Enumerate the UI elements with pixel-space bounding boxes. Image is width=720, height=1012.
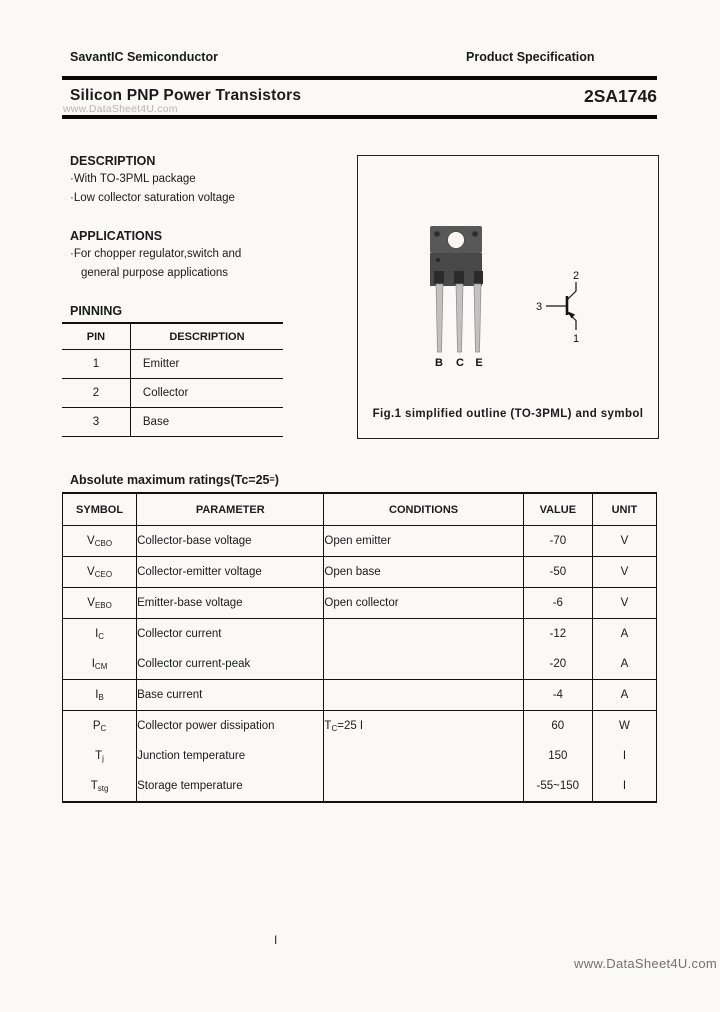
rating-row-tstg (63, 771, 657, 802)
description-item: ·Low collector saturation voltage (70, 192, 235, 204)
value-cell: -70 (523, 526, 592, 557)
degree-glyph: ≡ (269, 474, 275, 484)
symbol-cell: $I_{CM}$ (63, 649, 137, 680)
rating-row-vcbo (63, 526, 657, 557)
symbol-cell: $P_C$ (63, 711, 137, 742)
conditions-cell: Open collector (324, 588, 523, 619)
conditions-cell: Open emitter (324, 526, 523, 557)
pin-description: Base (130, 408, 283, 437)
watermark-top: www.DataSheet4U.com (63, 103, 178, 115)
symbol-cell: $I_B$ (63, 680, 137, 711)
header-rule-top (62, 76, 657, 80)
symbol-pin-1-label: 1 (573, 333, 580, 345)
watermark-bottom: www.DataSheet4U.com (574, 956, 717, 971)
value-cell: -4 (523, 680, 592, 711)
pin-column-header: PIN (62, 323, 130, 350)
figure-box (357, 155, 659, 439)
pin-number: 3 (62, 408, 130, 437)
header-rule-bottom (62, 115, 657, 119)
description-heading: DESCRIPTION (70, 154, 156, 168)
rating-row-vebo (63, 588, 657, 619)
pin-number: 2 (62, 379, 130, 408)
symbol-cell: $T_{stg}$ (63, 771, 137, 802)
package-outline (430, 226, 483, 352)
value-cell: -55~150 (523, 771, 592, 802)
unit-cell: A (592, 680, 656, 711)
applications-line: general purpose applications (81, 267, 229, 279)
pinning-table (62, 322, 283, 437)
parameter-cell: Junction temperature (137, 741, 324, 771)
document-type: Product Specification (466, 50, 595, 64)
symbol-cell: $T_j$ (63, 741, 137, 771)
value-cell: -6 (523, 588, 592, 619)
unit-cell: I (622, 750, 627, 762)
conditions-cell (324, 680, 523, 711)
ratings-header-row (63, 493, 657, 526)
lead-label-e: E (475, 357, 483, 369)
unit-cell: A (620, 628, 629, 640)
page-number: I (274, 933, 278, 947)
pinning-heading: PINNING (70, 304, 123, 318)
pin-number: 1 (62, 350, 130, 379)
part-number: 2SA1746 (584, 86, 657, 106)
applications-line: ·For chopper regulator,switch and (70, 248, 242, 260)
parameter-cell: Collector-emitter voltage (137, 557, 324, 588)
applications-heading: APPLICATIONS (70, 229, 163, 243)
description-item: ·With TO-3PML package (70, 173, 196, 185)
conditions-cell: $T_C=25$ I (324, 711, 523, 742)
lead-label-b: B (435, 357, 443, 369)
value-cell: -50 (523, 557, 592, 588)
parameter-cell: Collector-base voltage (137, 526, 324, 557)
conditions-header: CONDITIONS (324, 493, 523, 526)
symbol-pin-3-label: 3 (536, 301, 543, 313)
pinning-row (62, 408, 283, 437)
rating-row-ic (63, 619, 657, 650)
symbol-cell: $I_C$ (63, 619, 137, 650)
rating-row-vceo (63, 557, 657, 588)
conditions-cell (324, 741, 523, 771)
parameter-cell: Collector current-peak (137, 649, 324, 680)
pinning-row (62, 350, 283, 379)
parameter-header: PARAMETER (137, 493, 324, 526)
parameter-cell: Emitter-base voltage (137, 588, 324, 619)
vendor-name: SavantIC Semiconductor (70, 50, 218, 64)
figure-caption: Fig.1 simplified outline (TO-3PML) and symbol (372, 408, 644, 420)
parameter-cell: Collector current (137, 619, 324, 650)
rating-row-ib (63, 680, 657, 711)
parameter-cell: Base current (137, 680, 324, 711)
unit-cell: V (592, 588, 656, 619)
value-cell: 150 (523, 741, 592, 771)
pnp-symbol (546, 282, 576, 330)
unit-cell: A (592, 649, 656, 680)
conditions-cell (324, 619, 523, 650)
ratings-title: Absolute maximum ratings(Tc=25≡) (70, 473, 279, 487)
value-header: VALUE (523, 493, 592, 526)
parameter-cell: Collector power dissipation (137, 711, 324, 742)
page-title: Silicon PNP Power Transistors (70, 87, 302, 104)
conditions-cell (324, 771, 523, 802)
unit-cell: I (622, 780, 627, 792)
pinning-row (62, 379, 283, 408)
value-cell: -12 (523, 619, 592, 650)
pin-desc-column-header: DESCRIPTION (130, 323, 283, 350)
rating-row-tj (63, 741, 657, 771)
value-cell: 60 (523, 711, 592, 742)
rating-row-pc (63, 711, 657, 742)
pin-description: Emitter (130, 350, 283, 379)
symbol-cell: $V_{CEO}$ (63, 557, 137, 588)
conditions-cell: Open base (324, 557, 523, 588)
value-cell: -20 (523, 649, 592, 680)
conditions-cell (324, 649, 523, 680)
unit-header: UNIT (592, 493, 656, 526)
unit-cell: V (592, 557, 656, 588)
package-and-symbol-drawing (358, 156, 658, 418)
ratings-table (62, 492, 657, 803)
symbol-cell: $V_{CBO}$ (63, 526, 137, 557)
unit-cell: W (619, 720, 630, 732)
lead-label-c: C (456, 357, 464, 369)
symbol-header: SYMBOL (63, 493, 137, 526)
pinning-header-row (62, 323, 283, 350)
rating-row-icm (63, 649, 657, 680)
parameter-cell: Storage temperature (137, 771, 324, 802)
symbol-cell: $V_{EBO}$ (63, 588, 137, 619)
unit-cell: V (592, 526, 656, 557)
pin-description: Collector (130, 379, 283, 408)
symbol-pin-2-label: 2 (573, 270, 580, 282)
